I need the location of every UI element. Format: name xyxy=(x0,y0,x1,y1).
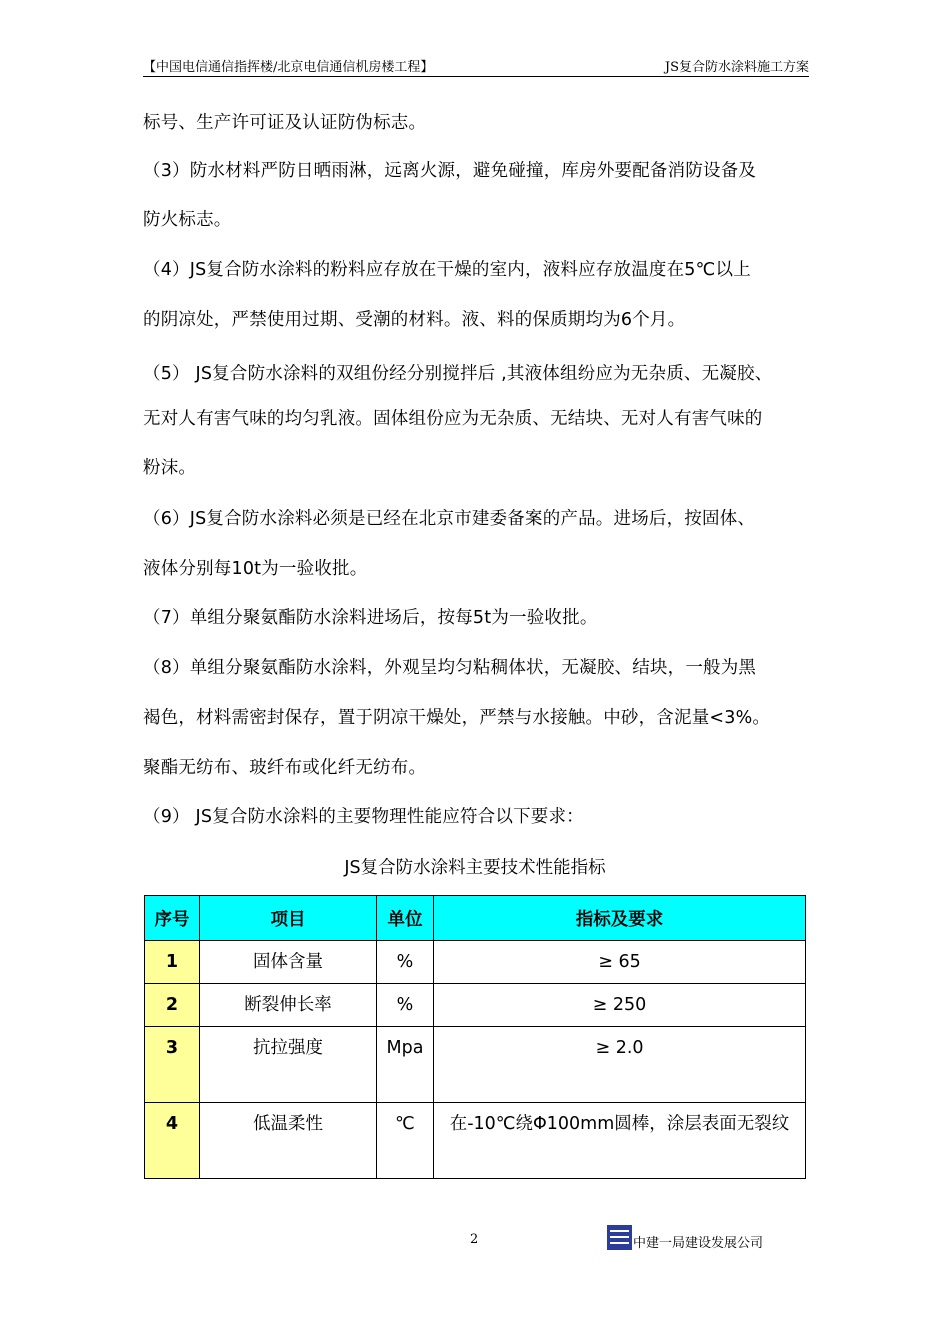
cell-req: 在-10℃绕Φ100mm圆棒，涂层表面无裂纹 xyxy=(434,1103,806,1179)
paragraph-line: （6）JS复合防水涂料必须是已经在北京市建委备案的产品。进场后，按固体、 xyxy=(143,509,756,529)
company-name: 中建一局建设发展公司 xyxy=(633,1236,764,1251)
paragraph-line: （8）单组分聚氨酯防水涂料，外观呈均匀粘稠体状，无凝胶、结块，一般为黑 xyxy=(143,658,757,678)
cell-no: 1 xyxy=(145,941,200,984)
cell-req: ≥ 2.0 xyxy=(434,1027,806,1103)
paragraph-line: 防火标志。 xyxy=(143,210,232,230)
cell-unit: % xyxy=(377,984,434,1027)
cell-item: 低温柔性 xyxy=(200,1103,377,1179)
cell-item: 固体含量 xyxy=(200,941,377,984)
paragraph-line: （3）防水材料严防日晒雨淋，远离火源，避免碰撞，库房外要配备消防设备及 xyxy=(143,161,757,181)
cell-req: ≥ 65 xyxy=(434,941,806,984)
cell-unit: ℃ xyxy=(377,1103,434,1179)
header-cell-item: 项目 xyxy=(200,896,377,941)
paragraph-line: 无对人有害气味的均匀乳液。固体组份应为无杂质、无结块、无对人有害气味的 xyxy=(143,409,763,429)
header-project: 【中国电信通信指挥楼/北京电信通信机房楼工程】 xyxy=(143,60,434,75)
paragraph-line: （5） JS复合防水涂料的双组份经分别搅拌后 ,其液体组纷应为无杂质、无凝胶、 xyxy=(143,364,773,384)
company-logo-icon xyxy=(607,1225,632,1250)
paragraph-line: （7）单组分聚氨酯防水涂料进场后，按每5t为一验收批。 xyxy=(143,608,598,628)
paragraph-line: 褐色，材料需密封保存，置于阴凉干燥处，严禁与水接触。中砂，含泥量<3%。 xyxy=(143,708,771,728)
cell-no: 4 xyxy=(145,1103,200,1179)
cell-no: 2 xyxy=(145,984,200,1027)
paragraph-line: 标号、生产许可证及认证防伪标志。 xyxy=(143,113,427,133)
table-header-row xyxy=(145,896,806,941)
header-cell-no: 序号 xyxy=(145,896,200,941)
header-cell-req: 指标及要求 xyxy=(434,896,806,941)
cell-unit: Mpa xyxy=(377,1027,434,1103)
table-row xyxy=(145,941,806,984)
paragraph-line: （9） JS复合防水涂料的主要物理性能应符合以下要求： xyxy=(143,807,584,827)
paragraph-line: （4）JS复合防水涂料的粉料应存放在干燥的室内，液料应存放温度在5℃以上 xyxy=(143,260,751,280)
cell-item: 断裂伸长率 xyxy=(200,984,377,1027)
table-row xyxy=(145,1027,806,1103)
cell-unit: % xyxy=(377,941,434,984)
table-row xyxy=(145,1103,806,1179)
page-header xyxy=(143,56,809,77)
page-number: 2 xyxy=(470,1232,479,1247)
table-row xyxy=(145,984,806,1027)
cell-no: 3 xyxy=(145,1027,200,1103)
paragraph-line: 粉沫。 xyxy=(143,458,197,478)
cell-item: 抗拉强度 xyxy=(200,1027,377,1103)
table-caption: JS复合防水涂料主要技术性能指标 xyxy=(344,858,606,878)
paragraph-line: 聚酯无纺布、玻纤布或化纤无纺布。 xyxy=(143,758,427,778)
paragraph-line: 液体分别每10t为一验收批。 xyxy=(143,559,368,579)
header-doc-title: JS复合防水涂料施工方案 xyxy=(664,60,809,75)
header-cell-unit: 单位 xyxy=(377,896,434,941)
cell-req: ≥ 250 xyxy=(434,984,806,1027)
paragraph-line: 的阴凉处，严禁使用过期、受潮的材料。液、料的保质期均为6个月。 xyxy=(143,310,686,330)
spec-table xyxy=(144,895,806,1179)
